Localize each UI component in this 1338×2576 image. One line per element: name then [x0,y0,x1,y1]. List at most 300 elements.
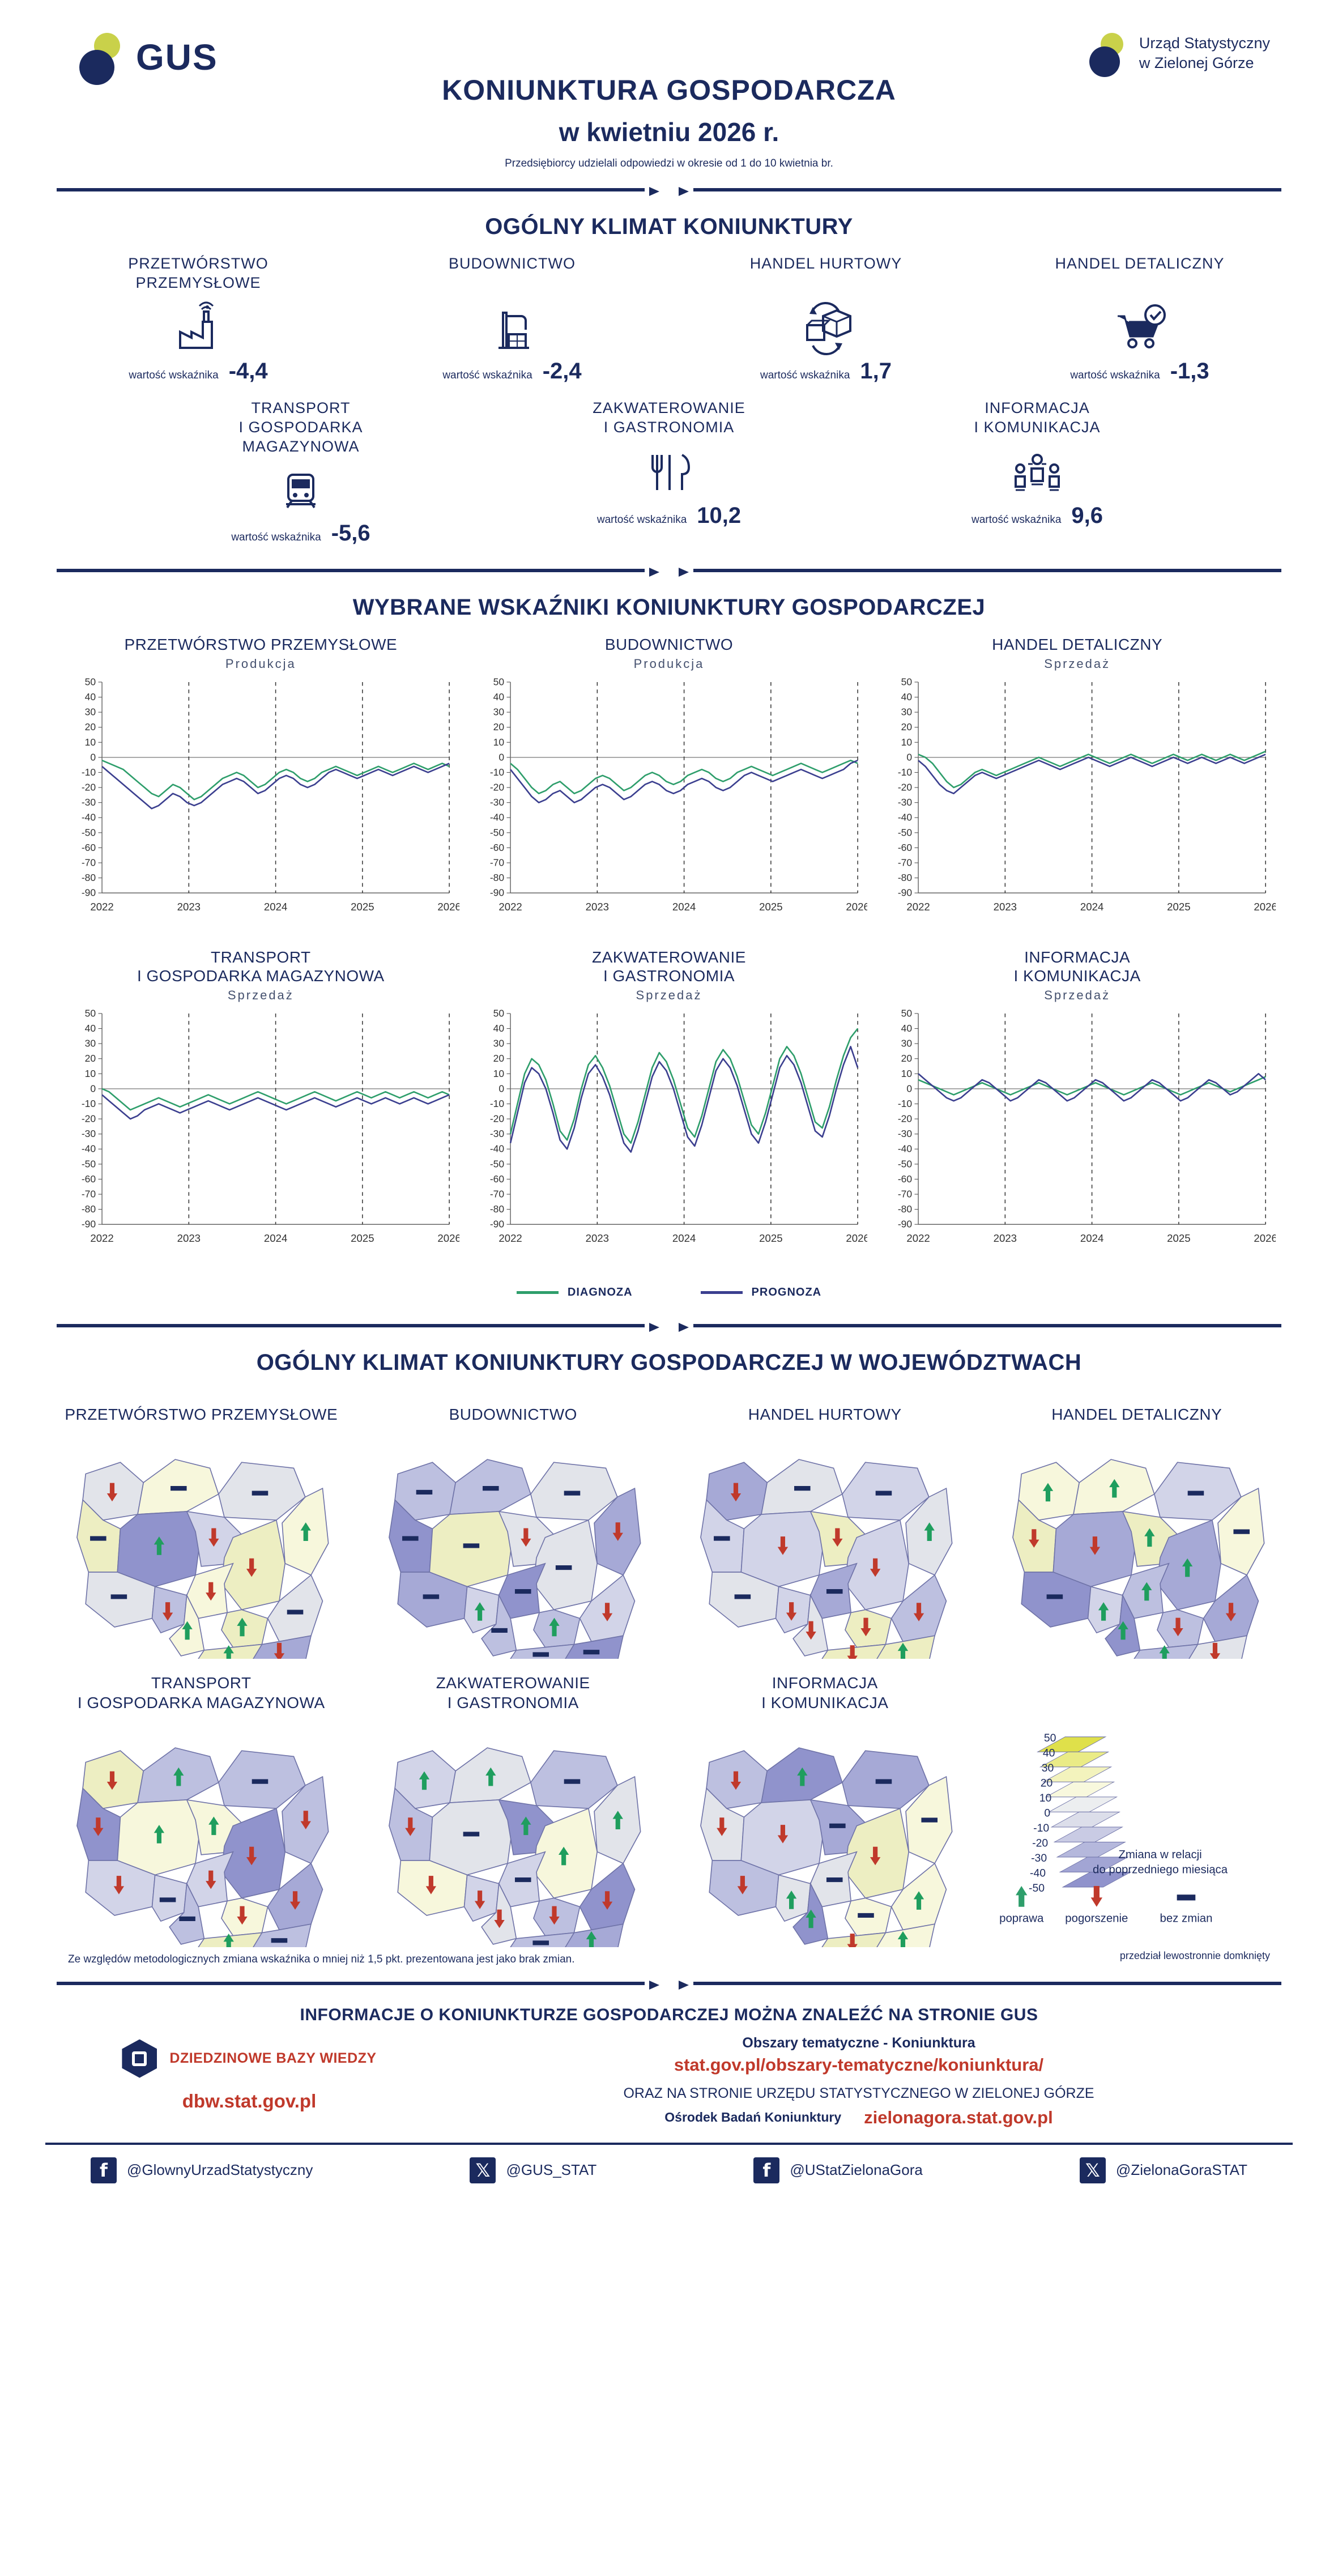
svg-text:2024: 2024 [1080,900,1104,913]
legend-scale-label: -20 [1032,1837,1048,1850]
legend-change-caption: do poprzedniego miesiąca [1092,1863,1228,1876]
climate-name-line1: BUDOWNICTWO [449,255,576,272]
climate-card-przetworstwo [57,254,340,384]
svg-text:-50: -50 [489,827,504,838]
obk-url-link[interactable]: zielonagora.stat.gov.pl [864,2107,1053,2127]
people-icon [896,441,1179,503]
poland-map [675,1716,975,1947]
chart-subtitle: Sprzedaż [1044,656,1111,671]
change-arrow [1233,1529,1250,1534]
legend-scale-label: -30 [1030,1851,1047,1864]
legend-scale-label: -50 [1028,1881,1045,1894]
poland-map [363,1716,664,1947]
map-title: PRZETWÓRSTWO PRZEMYSŁOWE [65,1405,338,1423]
svg-text:-50: -50 [898,1158,913,1170]
svg-text:40: 40 [84,691,96,702]
dbw-url-link[interactable]: dbw.stat.gov.pl [182,2090,317,2111]
change-arrow [921,1817,938,1822]
climate-value: -2,4 [542,359,582,384]
climate-value: 9,6 [1071,503,1103,528]
svg-text:2022: 2022 [906,900,931,913]
climate-value: 1,7 [860,359,892,384]
climate-card-budownictwo [370,254,654,384]
section1-title: OGÓLNY KLIMAT KONIUNKTURY [485,214,853,239]
value-label: wartość wskaźnika [442,369,532,381]
change-arrow [271,1938,288,1943]
maps-grid-row1 [45,1387,1293,1662]
chart-subtitle: Sprzedaż [227,987,294,1002]
svg-text:-10: -10 [489,766,504,778]
svg-text:-60: -60 [898,1173,913,1185]
svg-text:40: 40 [901,691,913,702]
svg-text:-50: -50 [81,1158,96,1170]
svg-text:0: 0 [498,1083,504,1095]
chart-title-line1: TRANSPORT [210,948,311,966]
svg-text:-80: -80 [898,871,913,883]
legend-band [1051,1812,1119,1827]
change-arrow [171,1486,187,1491]
svg-text:2023: 2023 [177,1232,201,1244]
change-arrow [826,1589,843,1593]
climate-name-line1: TRANSPORT [251,399,351,416]
svg-text:-20: -20 [898,781,913,793]
svg-text:-60: -60 [489,841,504,853]
social-facebook-gus[interactable] [91,2157,313,2183]
value-label: wartość wskaźnika [760,369,850,381]
chart-plot [62,676,459,943]
svg-text:30: 30 [493,1037,504,1049]
chart-zakwaterowanie [471,948,868,1277]
legend-scale-label: 50 [1043,1731,1056,1744]
map-title: HANDEL DETALICZNY [1051,1405,1222,1423]
svg-text:-90: -90 [898,1218,913,1230]
svg-text:50: 50 [84,1007,96,1019]
svg-text:2022: 2022 [90,900,114,913]
footer-links-block [448,2035,1270,2128]
map-title-line1: ZAKWATEROWANIE [436,1674,590,1692]
svg-text:40: 40 [493,1022,504,1034]
svg-text:20: 20 [901,721,913,733]
change-arrow [735,1594,751,1599]
svg-text:2022: 2022 [906,1232,931,1244]
poland-map [987,1428,1288,1659]
chart-subtitle: Sprzedaż [1044,987,1111,1002]
svg-text:10: 10 [901,736,913,748]
legend-item-prognoza [701,1286,822,1299]
change-arrow [583,1650,599,1654]
cart-icon [998,296,1281,359]
svg-text:-10: -10 [81,766,96,778]
value-label: wartość wskaźnika [1070,369,1160,381]
legend-scale-label: 40 [1042,1747,1055,1760]
svg-text:20: 20 [84,721,96,733]
value-label: wartość wskaźnika [971,514,1062,526]
svg-text:2023: 2023 [993,900,1017,913]
svg-text:0: 0 [90,751,96,763]
svg-text:50: 50 [84,676,96,688]
change-arrow [876,1779,892,1783]
chart-title: BUDOWNICTWO [604,636,734,654]
legend-change-caption: Zmiana w relacji [1118,1848,1202,1861]
svg-text:-20: -20 [898,1113,913,1125]
climate-name-line3: MAGAZYNOWA [242,437,360,455]
change-arrow [423,1594,439,1599]
svg-text:-10: -10 [489,1097,504,1109]
climate-row-1 [45,254,1293,384]
climate-name-line1: HANDEL DETALICZNY [1055,255,1225,272]
svg-text:-40: -40 [898,811,913,823]
us-zielona-gora-logo [1089,33,1270,74]
map-title: HANDEL HURTOWY [748,1405,902,1423]
svg-text:2022: 2022 [498,900,522,913]
svg-text:-50: -50 [489,1158,504,1170]
svg-text:-10: -10 [898,1097,913,1109]
chart-title-line1: INFORMACJA [1024,948,1131,966]
section2-title: WYBRANE WSKAŹNIKI KONIUNKTURY GOSPODARCZEJ [352,595,986,620]
svg-text:-70: -70 [489,1188,504,1200]
us-logo-line1: Urząd Statystyczny [1139,34,1270,52]
social-x-gus[interactable] [470,2157,596,2183]
svg-text:-20: -20 [489,781,504,793]
legend-arrow-flat [1177,1894,1195,1900]
map-title-line2: I KOMUNIKACJA [761,1693,889,1711]
chart-subtitle: Produkcja [225,656,296,671]
footer-dbw-block [68,2035,431,2128]
svg-text:-30: -30 [489,796,504,808]
chart-title-line2: I KOMUNIKACJA [1013,967,1141,985]
train-icon [159,458,442,521]
svg-text:2022: 2022 [90,1232,114,1244]
climate-name-line2: PRZEMYSŁOWE [135,274,261,291]
gus-logo-icon [79,33,128,82]
climate-value: -4,4 [228,359,268,384]
svg-text:-60: -60 [81,1173,96,1185]
svg-text:-30: -30 [898,796,913,808]
svg-text:2024: 2024 [263,1232,288,1244]
climate-name-line1: PRZETWÓRSTWO [128,255,269,272]
maps-grid-row2 [45,1673,1293,1950]
svg-text:-80: -80 [489,1203,504,1215]
change-arrow [555,1565,572,1569]
method-note: Ze względów metodologicznych zmiana wskaźnika o mniej niż 1,5 pkt. prezentowana jest jako brak zmian. [68,1953,575,1965]
legend-arrow-down [1090,1886,1102,1907]
social-handle[interactable]: @UStatZielonaGora [790,2161,923,2179]
section3-title: OGÓLNY KLIMAT KONIUNKTURY GOSPODARCZEJ W WOJEWÓDZTWACH [256,1349,1082,1375]
svg-text:2023: 2023 [585,900,609,913]
svg-text:2023: 2023 [177,900,201,913]
svg-text:2025: 2025 [759,1232,783,1244]
x-twitter-icon[interactable]: 𝕏 [470,2157,496,2183]
region-swietokrzyskie [533,1610,579,1647]
legend-swatch-prognoza [701,1291,743,1294]
svg-text:-40: -40 [489,811,504,823]
svg-text:2025: 2025 [1167,1232,1191,1244]
change-arrow [532,1652,549,1657]
change-arrow [463,1832,479,1836]
chart-budownictwo [471,635,868,945]
legend-scale-label: 30 [1041,1761,1054,1774]
svg-text:-90: -90 [81,887,96,899]
chart-subtitle: Sprzedaż [636,987,702,1002]
legend-scale-label: -40 [1029,1867,1046,1880]
region-wielkopolskie [429,1511,513,1586]
divider-2 [57,563,1281,578]
map-legend-graphic [987,1714,1288,1945]
svg-text:-40: -40 [898,1143,913,1155]
map-title: BUDOWNICTWO [449,1405,577,1423]
svg-text:-80: -80 [81,871,96,883]
change-arrow [111,1594,127,1599]
value-label: wartość wskaźnika [129,369,219,381]
svg-text:0: 0 [906,1083,913,1095]
climate-name-line2: I GOSPODARKA [238,418,363,436]
svg-text:-10: -10 [898,766,913,778]
region-swietokrzyskie [221,1610,268,1647]
svg-text:-80: -80 [898,1203,913,1215]
divider-4 [57,1976,1281,1991]
svg-text:20: 20 [493,1052,504,1064]
chart-informacja [879,948,1276,1277]
legend-item-diagnoza [517,1286,633,1299]
change-arrow [829,1823,846,1828]
svg-text:10: 10 [493,1067,504,1079]
svg-text:10: 10 [84,1067,96,1079]
svg-text:-70: -70 [898,1188,913,1200]
svg-text:2023: 2023 [993,1232,1017,1244]
climate-card-handel-detaliczny [998,254,1281,384]
climate-value: -1,3 [1170,359,1209,384]
svg-text:2025: 2025 [1167,900,1191,913]
svg-text:-90: -90 [898,887,913,899]
change-arrow [794,1486,811,1491]
chart-title: HANDEL DETALICZNY [992,636,1163,654]
chart-title-line2: I GOSPODARKA MAGAZYNOWA [137,967,385,985]
svg-text:40: 40 [493,691,504,702]
change-arrow [160,1897,176,1902]
map-handel-detaliczny [987,1387,1288,1662]
change-arrow [514,1589,531,1593]
change-arrow [1187,1491,1204,1495]
social-handle[interactable]: @GUS_STAT [506,2161,597,2179]
chart-title-line2: I GASTRONOMIA [603,967,735,985]
climate-name-line1: INFORMACJA [985,399,1090,416]
svg-text:2026: 2026 [846,1232,868,1244]
climate-row-2 [45,399,1293,546]
svg-text:2024: 2024 [672,1232,696,1244]
svg-text:50: 50 [901,676,913,688]
social-handle[interactable]: @ZielonaGoraSTAT [1115,2161,1247,2179]
change-arrow [1046,1594,1063,1599]
svg-text:-50: -50 [81,827,96,838]
poland-map [51,1428,352,1659]
change-arrow [564,1491,580,1495]
change-arrow [532,1940,549,1945]
facebook-icon[interactable]: f [753,2157,779,2183]
svg-text:30: 30 [493,706,504,718]
chart-title: PRZETWÓRSTWO PRZEMYSŁOWE [124,636,398,654]
svg-text:2026: 2026 [1254,1232,1276,1244]
climate-card-transport [159,399,442,546]
climate-value: 10,2 [697,503,742,528]
crane-icon [370,296,654,359]
topics-label: Obszary tematyczne - Koniunktura [742,2034,975,2051]
svg-text:2024: 2024 [263,900,288,913]
chart-subtitle: Produkcja [633,656,705,671]
change-arrow [858,1913,874,1917]
topics-url-link[interactable]: stat.gov.pl/obszary-tematyczne/koniunktura/ [674,2054,1044,2075]
svg-text:-20: -20 [81,1113,96,1125]
change-arrow [463,1543,479,1548]
box-icon [684,296,968,359]
map-transport [51,1673,352,1950]
legend-band [1054,1827,1122,1842]
svg-text:-10: -10 [81,1097,96,1109]
legend-band [1046,1782,1114,1797]
change-arrow [514,1877,531,1882]
climate-name-line1: ZAKWATEROWANIE [593,399,745,416]
map-zakwaterowanie [363,1673,664,1950]
divider-1 [57,182,1281,197]
map-budownictwo [363,1387,664,1662]
svg-text:-40: -40 [489,1143,504,1155]
dbw-logo-icon [122,2039,157,2078]
chart-handel-detaliczny [879,635,1276,945]
facebook-icon[interactable]: f [91,2157,117,2183]
social-bar [45,2143,1293,2200]
gus-logo [79,33,218,82]
climate-card-informacja [896,399,1179,546]
map-legend [987,1673,1288,1950]
change-arrow [491,1628,508,1632]
svg-text:-80: -80 [81,1203,96,1215]
climate-name-line1: HANDEL HURTOWY [749,255,902,272]
chart-plot [879,1007,1276,1274]
us-info-line: ORAZ NA STRONIE URZĘDU STATYSTYCZNEGO W ZIELONEJ GÓRZE [623,2085,1094,2101]
svg-text:2026: 2026 [437,1232,459,1244]
svg-text:-70: -70 [81,857,96,868]
legend-arrow-label: poprawa [999,1911,1043,1924]
change-arrow [416,1489,432,1494]
climate-name-line2: I KOMUNIKACJA [974,418,1101,436]
chart-transport [62,948,459,1277]
change-arrow [252,1779,269,1783]
svg-text:20: 20 [901,1052,913,1064]
svg-text:-50: -50 [898,827,913,838]
svg-text:10: 10 [84,736,96,748]
legend-arrow-label: pogorszenie [1064,1911,1128,1924]
svg-text:-90: -90 [81,1218,96,1230]
footer-body [45,2035,1293,2128]
svg-text:40: 40 [901,1022,913,1034]
region-wielkopolskie [429,1800,513,1875]
svg-text:30: 30 [84,1037,96,1049]
cutlery-icon [527,441,811,503]
svg-text:2025: 2025 [759,900,783,913]
svg-text:2022: 2022 [498,1232,522,1244]
svg-text:2024: 2024 [672,900,696,913]
change-arrow [483,1486,499,1491]
climate-name-line2: I GASTRONOMIA [603,418,735,436]
svg-text:-60: -60 [81,841,96,853]
svg-text:-60: -60 [489,1173,504,1185]
legend-scale-label: -10 [1033,1821,1049,1834]
svg-text:-60: -60 [898,841,913,853]
svg-text:2024: 2024 [1080,1232,1104,1244]
svg-text:10: 10 [901,1067,913,1079]
value-label: wartość wskaźnika [596,514,687,526]
svg-text:20: 20 [84,1052,96,1064]
footer-title: INFORMACJE O KONIUNKTURZE GOSPODARCZEJ MOŻNA ZNALEŹĆ NA STRONIE GUS [300,2005,1038,2024]
poland-map [51,1716,352,1947]
dbw-label: DZIEDZINOWE BAZY WIEDZY [169,2050,377,2067]
svg-text:10: 10 [493,736,504,748]
factory-icon [57,296,340,359]
survey-period-note: Przedsiębiorcy udzielali odpowiedzi w okresie od 1 do 10 kwietnia br. [505,157,833,169]
poland-map [675,1428,975,1659]
legend-label-diagnoza: DIAGNOZA [567,1285,633,1298]
svg-text:-70: -70 [81,1188,96,1200]
map-przetworstwo [51,1387,352,1662]
climate-card-handel-hurtowy [684,254,968,384]
svg-text:2026: 2026 [846,900,868,913]
svg-text:-30: -30 [81,1127,96,1139]
svg-text:2023: 2023 [585,1232,609,1244]
change-arrow [876,1491,892,1495]
svg-text:2025: 2025 [351,1232,374,1244]
svg-text:-40: -40 [81,1143,96,1155]
svg-text:2026: 2026 [1254,900,1276,913]
svg-text:-30: -30 [81,796,96,808]
change-arrow [287,1610,304,1614]
legend-swatch-diagnoza [517,1291,559,1294]
x-twitter-icon[interactable]: 𝕏 [1080,2157,1106,2183]
legend-band [1057,1842,1125,1857]
svg-text:40: 40 [84,1022,96,1034]
svg-text:-70: -70 [898,857,913,868]
legend-scale-label: 0 [1043,1807,1050,1820]
change-arrow [826,1877,843,1882]
interval-note: przedział lewostronnie domknięty [1119,1949,1270,1961]
map-handel-hurtowy [675,1387,975,1662]
change-arrow [564,1779,580,1783]
svg-text:-80: -80 [489,871,504,883]
climate-value: -5,6 [331,521,370,546]
change-arrow [252,1491,269,1495]
page-title: KONIUNKTURA GOSPODARCZA [442,74,896,106]
svg-text:20: 20 [493,721,504,733]
svg-text:-30: -30 [489,1127,504,1139]
legend-label-prognoza: PROGNOZA [751,1285,822,1298]
change-arrow [402,1536,419,1540]
svg-text:30: 30 [84,706,96,718]
map-title-line1: INFORMACJA [772,1674,878,1692]
chart-legend [45,1286,1293,1299]
map-informacja [675,1673,975,1950]
chart-plot [471,676,868,943]
social-x-us[interactable] [1080,2157,1247,2183]
svg-text:50: 50 [493,1007,504,1019]
svg-text:-20: -20 [489,1113,504,1125]
chart-plot [471,1007,868,1274]
svg-text:0: 0 [90,1083,96,1095]
svg-text:0: 0 [498,751,504,763]
chart-plot [62,1007,459,1274]
social-handle[interactable]: @GlownyUrzadStatystyczny [127,2161,313,2179]
svg-text:50: 50 [493,676,504,688]
social-facebook-us[interactable] [753,2157,923,2183]
us-logo-line2: w Zielonej Górze [1139,54,1254,71]
change-arrow [179,1916,195,1921]
